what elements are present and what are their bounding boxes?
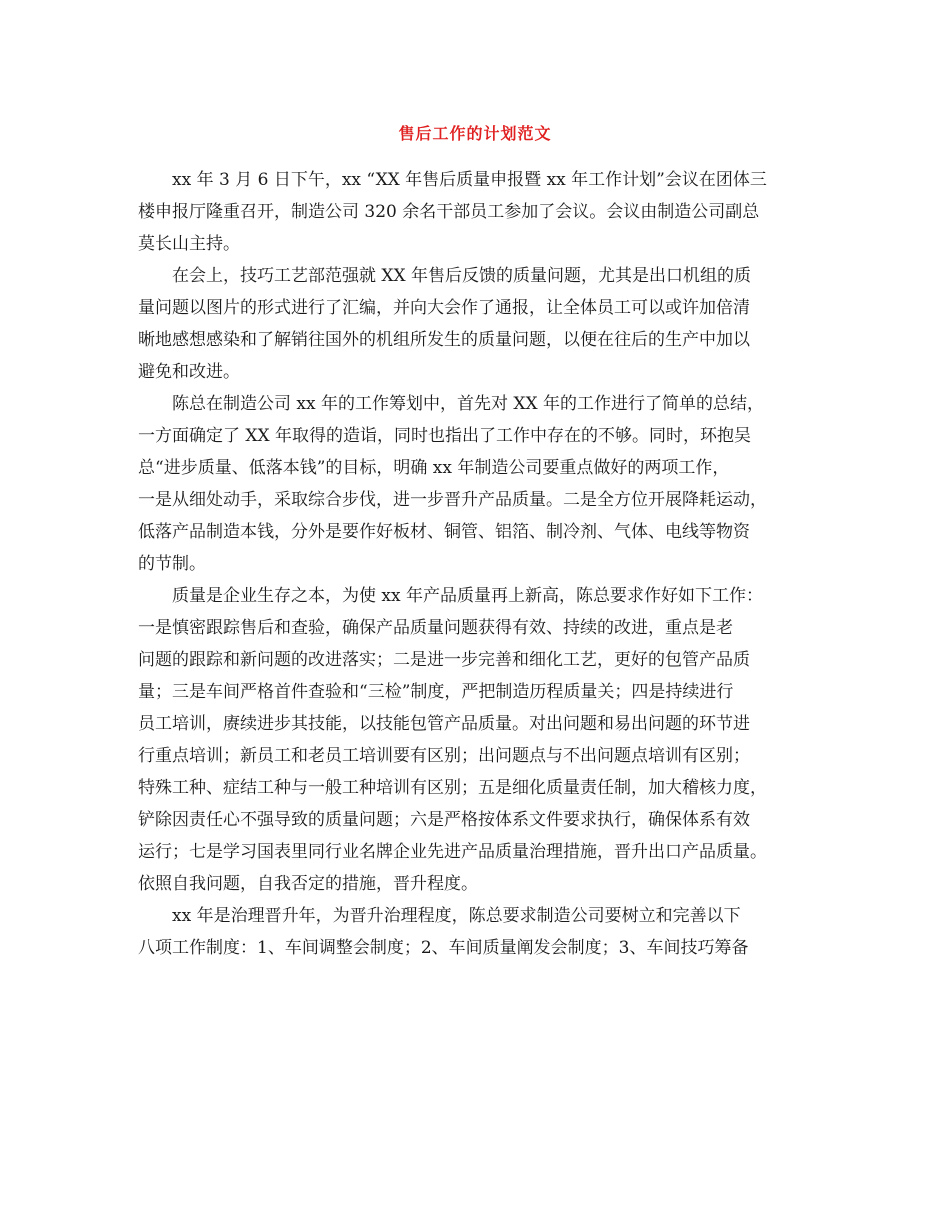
text-line: 一是慎密跟踪售后和查验，确保产品质量问题获得有效、持续的改进，重点是老 <box>138 618 733 638</box>
text-line: xx 年是治理晋升年，为晋升治理程度，陈总要求制造公司要树立和完善以下 <box>138 906 741 926</box>
text-line: 量问题以图片的形式进行了汇编，并向大会作了通报，让全体员工可以或许加倍清 <box>138 298 750 318</box>
document-title: 售后工作的计划范文 <box>398 124 552 143</box>
text-line: 在会上，技巧工艺部范强就 XX 年售后反馈的质量问题，尤其是出口机组的质 <box>138 266 752 286</box>
text-line: 问题的跟踪和新问题的改进落实；二是进一步完善和细化工艺，更好的包管产品质 <box>138 650 750 670</box>
text-line: 特殊工种、症结工种与一般工种培训有区别；五是细化质量责任制，加大稽核力度， <box>138 778 767 798</box>
text-line: 质量是企业生存之本，为使 xx 年产品质量再上新高，陈总要求作好如下工作： <box>138 586 763 606</box>
text-line: 陈总在制造公司 xx 年的工作筹划中，首先对 XX 年的工作进行了简单的总结， <box>138 394 764 414</box>
text-line: 楼申报厅隆重召开，制造公司 320 余名干部员工参加了会议。会议由制造公司副总 <box>138 202 760 222</box>
text-line: 一是从细处动手，采取综合步伐，进一步晋升产品质量。二是全方位开展降耗运动， <box>138 490 767 510</box>
document-body <box>138 164 834 964</box>
text-line: xx 年 3 月 6 日下午，xx “XX 年售后质量申报暨 xx 年工作计划”会议在团体三 <box>138 170 767 190</box>
text-line: 量；三是车间严格首件查验和“三检”制度，严把制造历程质量关；四是持续进行 <box>138 682 734 702</box>
text-line: 八项工作制度：1、车间调整会制度；2、车间质量阐发会制度；3、车间技巧筹备 <box>138 938 749 958</box>
text-line: 一方面确定了 XX 年取得的造诣，同时也指出了工作中存在的不够。同时，环抱吴 <box>138 426 752 446</box>
text-line: 莫长山主持。 <box>138 234 240 254</box>
text-line: 员工培训，赓续进步其技能，以技能包管产品质量。对出问题和易出问题的环节进 <box>138 714 750 734</box>
text-line: 行重点培训；新员工和老员工培训要有区别；出问题点与不出问题点培训有区别； <box>138 746 750 766</box>
text-line: 避免和改进。 <box>138 362 240 382</box>
text-line: 总“进步质量、低落本钱”的目标，明确 xx 年制造公司要重点做好的两项工作， <box>138 458 730 478</box>
text-line: 的节制。 <box>138 554 206 574</box>
text-line: 铲除因责任心不强导致的质量问题；六是严格按体系文件要求执行，确保体系有效 <box>138 810 750 830</box>
text-line: 运行；七是学习国表里同行业名牌企业先进产品质量治理措施，晋升出口产品质量。 <box>138 842 767 862</box>
text-line: 晰地感想感染和了解销往国外的机组所发生的质量问题，以便在往后的生产中加以 <box>138 330 750 350</box>
text-line: 依照自我问题，自我否定的措施，晋升程度。 <box>138 874 478 894</box>
text-line: 低落产品制造本钱，分外是要作好板材、铜管、铝箔、制冷剂、气体、电线等物资 <box>138 522 750 542</box>
